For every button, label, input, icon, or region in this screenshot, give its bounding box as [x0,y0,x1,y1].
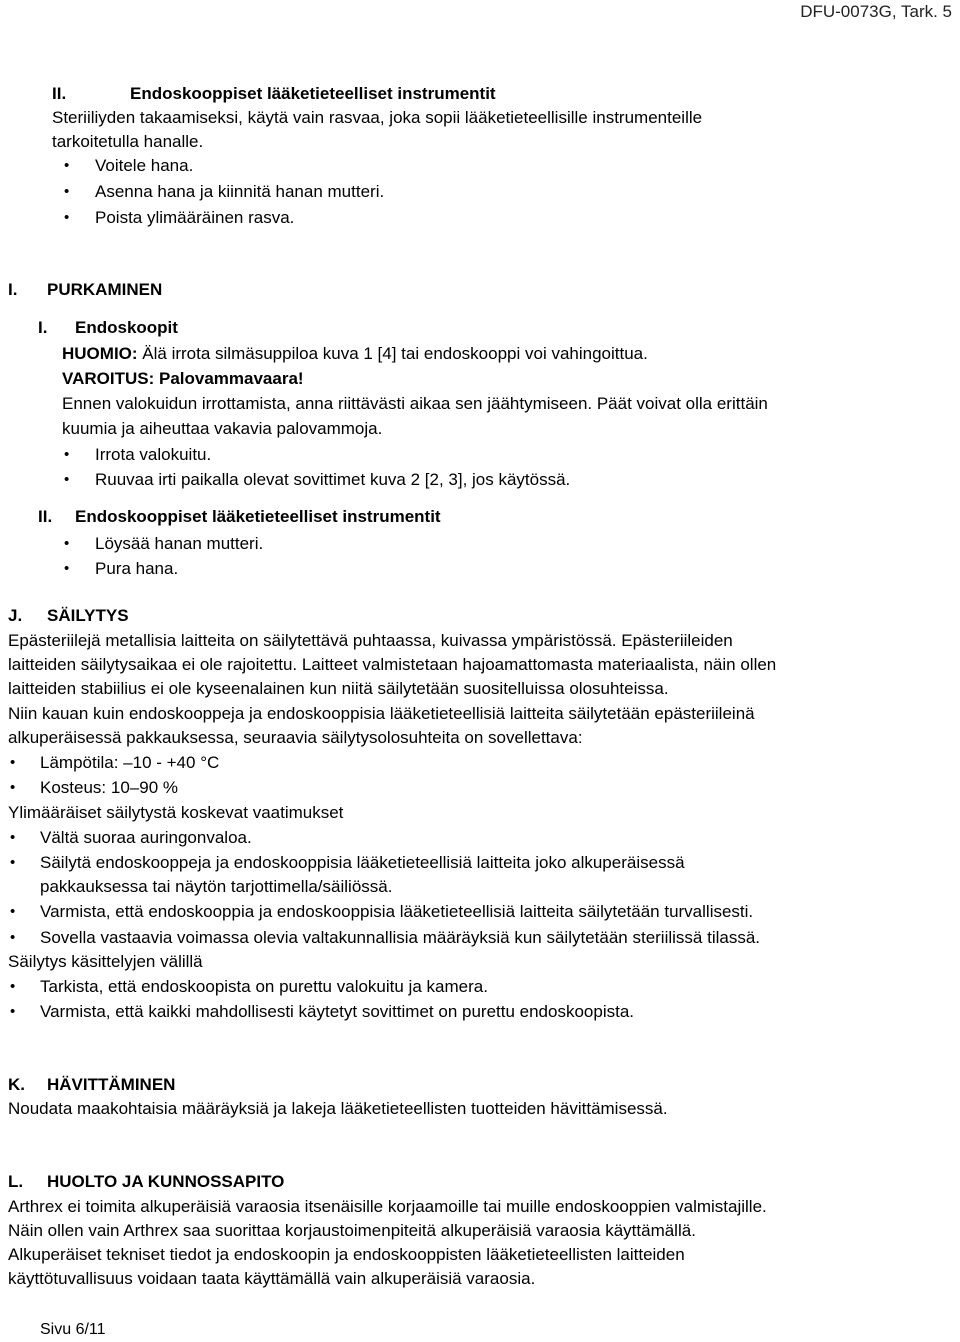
bullet-icon: • [64,535,70,552]
list-item: Säilytä endoskooppeja ja endoskooppisia lääketieteellisiä laitteita joko alkuperäisessä [40,853,685,872]
bullet-icon: • [10,779,16,796]
section-k-title: HÄVITTÄMINEN [47,1075,176,1094]
caution-note [62,342,648,366]
subsection-i-text-line-2: kuumia ja aiheuttaa vakavia palovammoja. [62,419,383,438]
subsection-i-title: Endoskoopit [75,318,178,337]
bullet-icon: • [10,903,16,920]
list-item: Tarkista, että endoskoopista on purettu valokuitu ja kamera. [40,977,488,996]
section-i-number: I. [8,280,18,299]
list-item: Irrota valokuitu. [95,445,212,464]
subsection-ii-number: II. [38,507,53,526]
list-item: Pura hana. [95,559,179,578]
section-j-title: SÄILYTYS [47,606,129,625]
list-item: Voitele hana. [95,156,194,175]
disposal-text: Noudata maakohtaisia määräyksiä ja lakeja lääketieteellisten tuotteiden hävittämisessä. [8,1099,668,1118]
bullet-icon: • [10,1003,16,1020]
section-l-number: L. [8,1172,24,1191]
list-item: Vältä suoraa auringonvaloa. [40,828,252,847]
list-item: Poista ylimääräinen rasva. [95,208,295,227]
section-ii-title: Endoskooppiset lääketieteelliset instrumentit [130,84,496,103]
section-ii-number: II. [52,84,67,103]
list-item: Varmista, että kaikki mahdollisesti käytetyt sovittimet on purettu endoskoopista. [40,1002,635,1021]
maintenance-text-line: Alkuperäiset tekniset tiedot ja endoskoopin ja endoskooppisten lääketieteellisten laitteiden [8,1245,685,1264]
bullet-icon: • [10,829,16,846]
bullet-icon: • [64,446,70,463]
subsection-i-number: I. [38,318,48,337]
subsection-ii-title: Endoskooppiset lääketieteelliset instrumentit [75,507,441,526]
bullet-icon: • [10,929,16,946]
storage-text-line: Epästeriilejä metallisia laitteita on säilytettävä puhtaassa, kuivassa ympäristössä. Epästeriileiden [8,631,733,650]
section-k-number: K. [8,1075,25,1094]
bullet-icon: • [10,754,16,771]
maintenance-text-line: käyttötuvallisuus voidaan taata käyttämällä vain alkuperäisiä varaosia. [8,1269,536,1288]
bullet-icon: • [64,471,70,488]
list-item: Ruuvaa irti paikalla olevat sovittimet kuva 2 [2, 3], jos käytössä. [95,470,571,489]
storage-text-line: Niin kauan kuin endoskooppeja ja endoskooppisia lääketieteellisiä laitteita säilytetään epästeriileinä [8,704,755,723]
list-item: Kosteus: 10–90 % [40,778,178,797]
section-l-title: HUOLTO JA KUNNOSSAPITO [47,1172,285,1191]
section-j-number: J. [8,606,23,625]
list-item: Löysää hanan mutteri. [95,534,264,553]
list-item: Asenna hana ja kiinnitä hanan mutteri. [95,182,385,201]
maintenance-text-line: Arthrex ei toimita alkuperäisiä varaosia itsenäisille korjaamoille tai muille endoskooppien valmistajille. [8,1197,767,1216]
list-item-continuation: pakkauksessa tai näytön tarjottimella/säiliössä. [40,877,393,896]
subsection-i-text-line-1: Ennen valokuidun irrottamista, anna riittävästi aikaa sen jäähtymiseen. Päät voivat olla erittäin [62,394,768,413]
bullet-icon: • [64,157,70,174]
warning-text: Palovammavaara! [158,369,304,388]
between-handling-heading: Säilytys käsittelyjen välillä [8,952,203,971]
bullet-icon: • [10,854,16,871]
storage-text-line: laitteiden stabiilius ei ole kyseenalainen kun niitä säilytetään suositelluissa olosuhteissa. [8,679,669,698]
bullet-icon: • [64,209,70,226]
bullet-icon: • [64,560,70,577]
bullet-icon: • [64,183,70,200]
storage-text-line: laitteiden säilytysaikaa ei ole rajoitettu. Laitteet valmistetaan hajoamattomasta materiaalista, näin ollen [8,655,777,674]
warning-note [62,367,304,391]
caution-label: HUOMIO: [62,344,138,363]
page-number: Sivu 6/11 [40,1321,106,1338]
section-i-title: PURKAMINEN [47,280,163,299]
bullet-icon: • [10,978,16,995]
list-item: Sovella vastaavia voimassa olevia valtakunnallisia määräyksiä kun säilytetään steriilissä tilassä. [40,928,761,947]
list-item: Varmista, että endoskooppia ja endoskooppisia lääketieteellisiä laitteita säilytetään turvallisesti. [40,902,754,921]
warning-label: VAROITUS: [62,369,155,388]
storage-text-line: alkuperäisessä pakkauksessa, seuraavia säilytysolosuhteita on sovellettava: [8,728,583,747]
extra-requirements-heading: Ylimääräiset säilytystä koskevat vaatimukset [8,803,344,822]
list-item: Lämpötila: –10 - +40 °C [40,753,220,772]
document-id: DFU-0073G, Tark. 5 [800,2,952,21]
section-ii-intro-line-1: Steriiliyden takaamiseksi, käytä vain rasvaa, joka sopii lääketieteellisille instrumenteille [52,108,703,127]
maintenance-text-line: Näin ollen vain Arthrex saa suorittaa korjaustoimenpiteitä alkuperäisiä varaosia käyttämällä. [8,1221,696,1240]
caution-text: Älä irrota silmäsuppiloa kuva 1 [4] tai endoskooppi voi vahingoittua. [142,344,648,363]
section-ii-intro-line-2: tarkoitetulla hanalle. [52,132,204,151]
